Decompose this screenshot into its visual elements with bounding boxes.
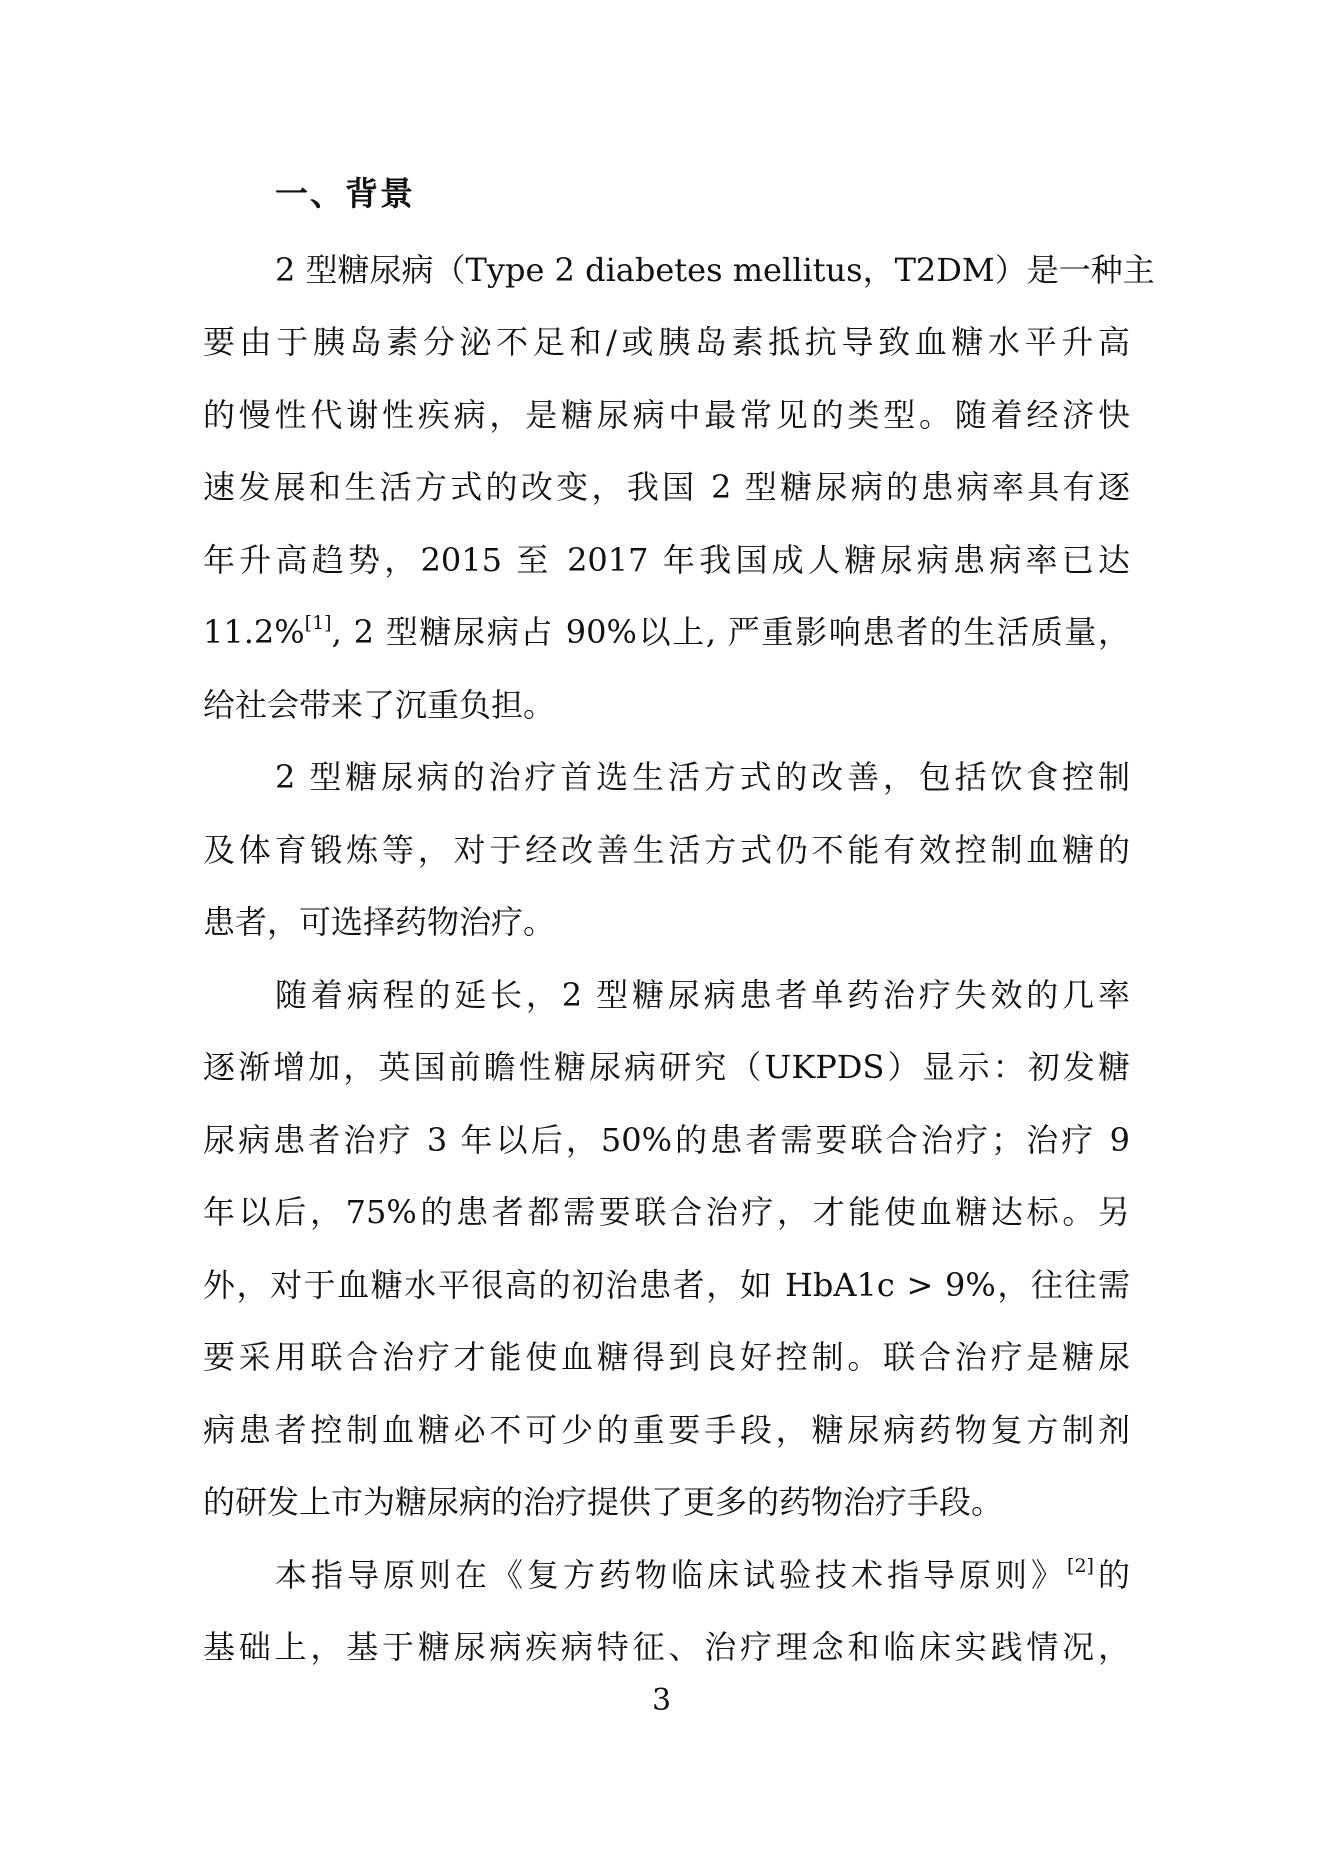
page-number: 3 <box>651 1683 672 1718</box>
paragraph-3-line-2: 逐渐增加，英国前瞻性糖尿病研究（UKPDS）显示：初发糖 <box>203 1048 1130 1086</box>
paragraph-2-line-3: 患者，可选择药物治疗。 <box>203 903 556 941</box>
paragraph-4-line-1 <box>275 1553 1130 1597</box>
paragraph-1-line-7: 给社会带来了沉重负担。 <box>203 686 556 724</box>
prevalence-text-continued: , 2 型糖尿病占 90%以上, 严重影响患者的生活质量， <box>331 613 1130 651</box>
paragraph-3-line-5: 外，对于血糖水平很高的初治患者，如 HbA1c > 9%，往往需 <box>203 1266 1130 1304</box>
paragraph-1-line-5: 年升高趋势，2015 至 2017 年我国成人糖尿病患病率已达 <box>203 541 1130 579</box>
paragraph-1-line-3: 的慢性代谢性疾病，是糖尿病中最常见的类型。随着经济快 <box>203 396 1130 434</box>
paragraph-3-line-6: 要采用联合治疗才能使血糖得到良好控制。联合治疗是糖尿 <box>203 1338 1130 1376</box>
paragraph-3-line-1: 随着病程的延长，2 型糖尿病患者单药治疗失效的几率 <box>275 976 1130 1014</box>
paragraph-2-line-2: 及体育锻炼等，对于经改善生活方式仍不能有效控制血糖的 <box>203 831 1130 869</box>
section-heading: 一、背景 <box>275 174 415 213</box>
prevalence-text: 11.2% <box>203 613 305 651</box>
paragraph-4-line-2: 基础上，基于糖尿病疾病特征、治疗理念和临床实践情况， <box>203 1628 1130 1666</box>
paragraph-3-line-4: 年以后，75%的患者都需要联合治疗，才能使血糖达标。另 <box>203 1193 1130 1231</box>
paragraph-1-line-4: 速发展和生活方式的改变，我国 2 型糖尿病的患病率具有逐 <box>203 468 1130 506</box>
paragraph-3-line-8: 的研发上市为糖尿病的治疗提供了更多的药物治疗手段。 <box>203 1483 1004 1521</box>
paragraph-3-line-3: 尿病患者治疗 3 年以后，50%的患者需要联合治疗；治疗 9 <box>203 1121 1130 1159</box>
guideline-text: 本指导原则在《复方药物临床试验技术指导原则》 <box>275 1556 1068 1594</box>
paragraph-1-line-1: 2 型糖尿病（Type 2 diabetes mellitus，T2DM）是一种主 <box>275 251 1155 289</box>
citation-ref-2: [2] <box>1067 1555 1094 1577</box>
paragraph-3-line-7: 病患者控制血糖必不可少的重要手段，糖尿病药物复方制剂 <box>203 1411 1130 1449</box>
paragraph-2-line-1: 2 型糖尿病的治疗首选生活方式的改善，包括饮食控制 <box>275 758 1130 796</box>
paragraph-1-line-6 <box>203 610 1130 654</box>
guideline-text-continued: 的 <box>1093 1556 1130 1594</box>
paragraph-1-line-2: 要由于胰岛素分泌不足和/或胰岛素抵抗导致血糖水平升高 <box>203 323 1130 361</box>
citation-ref-1: [1] <box>304 612 332 634</box>
